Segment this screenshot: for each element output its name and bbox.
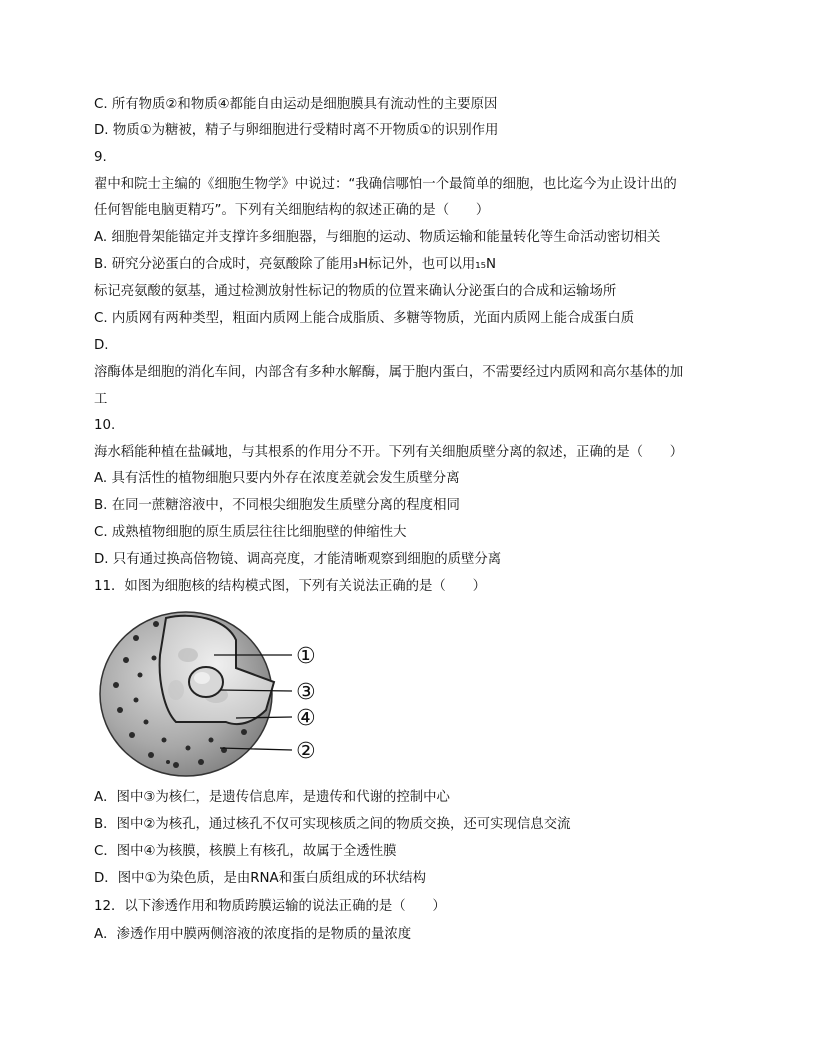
text-line: 溶酶体是细胞的消化车间，内部含有多种水解酶，属于胞内蛋白，不需要经过内质网和高尔基体的加 — [94, 365, 684, 380]
nucleolus — [189, 667, 223, 697]
figure-labels — [296, 644, 316, 764]
text-line: A. 细胞骨架能锚定并支撑许多细胞器，与细胞的运动、物质运输和能量转化等生命活动密切相关 — [94, 230, 661, 245]
text-line: 12．以下渗透作用和物质跨膜运输的说法正确的是（ ） — [94, 899, 446, 914]
text-line: B. 在同一蔗糖溶液中，不同根尖细胞发生质壁分离的程度相同 — [94, 498, 460, 513]
text-line: D．图中①为染色质，是由RNA和蛋白质组成的环状结构 — [94, 871, 426, 886]
text-line: D. — [94, 338, 109, 353]
figure-label-3: ③ — [296, 680, 316, 705]
text-line: C. 内质网有两种类型，粗面内质网上能合成脂质、多糖等物质，光面内质网上能合成蛋白质 — [94, 311, 635, 326]
text-line: 任何智能电脑更精巧”。下列有关细胞结构的叙述正确的是（ ） — [94, 203, 490, 218]
text-line: A．图中③为核仁，是遗传信息库，是遗传和代谢的控制中心 — [94, 790, 450, 805]
figure-label-1: ① — [296, 644, 316, 669]
text-line: A. 具有活性的植物细胞只要内外存在浓度差就会发生质壁分离 — [94, 471, 460, 486]
text-line: B．图中②为核孔，通过核孔不仅可实现核质之间的物质交换，还可实现信息交流 — [94, 817, 571, 832]
text-line: 10. — [94, 418, 116, 433]
text-line: 海水稻能种植在盐碱地，与其根系的作用分不开。下列有关细胞质壁分离的叙述，正确的是（ ） — [94, 445, 684, 460]
text-line: 工 — [94, 392, 108, 407]
text-line: 9. — [94, 150, 107, 165]
text-line: B. 研究分泌蛋白的合成时，亮氨酸除了能用₃H标记外，也可以用₁₅N — [94, 257, 497, 272]
text-line: D. 只有通过换高倍物镜、调高亮度，才能清晰观察到细胞的质壁分离 — [94, 552, 502, 567]
figure-label-2: ② — [296, 739, 316, 764]
text-line: 翟中和院士主编的《细胞生物学》中说过：“我确信哪怕一个最简单的细胞，也比迄今为止设计出的 — [94, 177, 677, 192]
text-line: C. 所有物质②和物质④都能自由运动是细胞膜具有流动性的主要原因 — [94, 97, 498, 112]
text-line: 11．如图为细胞核的结构模式图，下列有关说法正确的是（ ） — [94, 579, 486, 594]
text-line: C．图中④为核膜，核膜上有核孔，故属于全透性膜 — [94, 844, 397, 859]
text-line: A．渗透作用中膜两侧溶液的浓度指的是物质的量浓度 — [94, 927, 412, 942]
text-line: 标记亮氨酸的氨基，通过检测放射性标记的物质的位置来确认分泌蛋白的合成和运输场所 — [94, 284, 617, 299]
text-line: D. 物质①为糖被，精子与卵细胞进行受精时离不开物质①的识别作用 — [94, 123, 499, 138]
cell-nucleus-figure — [96, 600, 336, 780]
figure-label-4: ④ — [296, 706, 316, 731]
text-line: C. 成熟植物细胞的原生质层往往比细胞壁的伸缩性大 — [94, 525, 407, 540]
